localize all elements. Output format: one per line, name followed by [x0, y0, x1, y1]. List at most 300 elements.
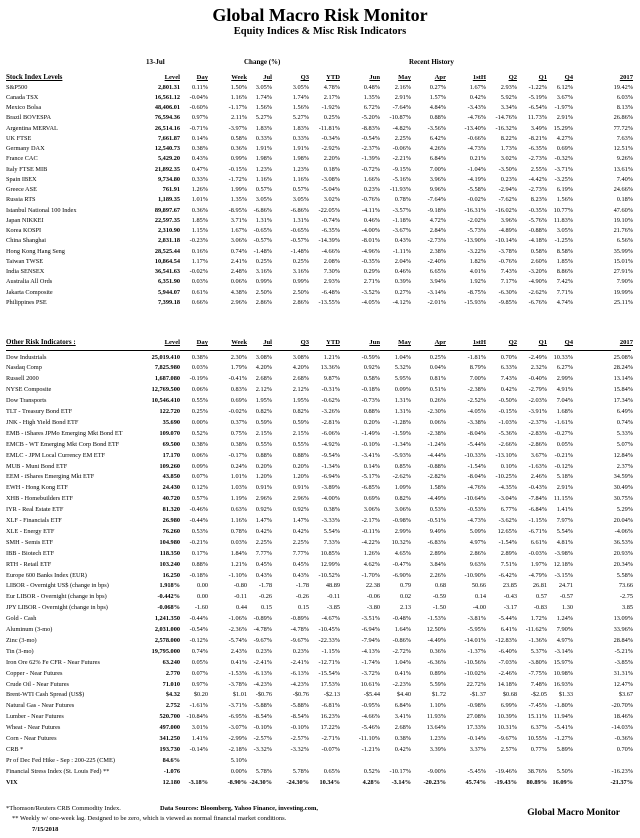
- other-cell: -4.76%: [467, 484, 486, 492]
- other-cell: 0.55%: [292, 440, 309, 448]
- other-cell: 1.21%: [323, 353, 340, 361]
- stock-cell: -13.55%: [318, 298, 340, 306]
- stock-cell: -1.39%: [361, 155, 380, 163]
- other-cell: 3.08%: [255, 353, 272, 361]
- other-row: [0, 463, 640, 474]
- other-cell: -0.36%: [614, 735, 633, 742]
- other-cell: -4.49%: [427, 495, 446, 503]
- other-cell: 12,769.500: [151, 386, 180, 394]
- other-cell: 18.46%: [613, 713, 633, 721]
- stock-cell: -2.01%: [427, 298, 446, 306]
- other-cell: 10.31%: [497, 724, 517, 732]
- stock-cell: -22.05%: [318, 206, 340, 214]
- other-cell: -0.11%: [361, 527, 380, 535]
- stock-col-header: May: [398, 74, 411, 81]
- other-cell: 1.47%: [255, 517, 272, 524]
- other-row-name: CRB *: [6, 745, 24, 753]
- other-row: [0, 615, 640, 626]
- other-row: [0, 572, 640, 583]
- other-cell: -19.46%: [495, 767, 517, 775]
- stock-cell: 1.73%: [500, 145, 517, 152]
- other-cell: -3.72%: [361, 669, 380, 677]
- other-cell: -1.53%: [427, 615, 446, 623]
- stock-cell: 77.72%: [613, 124, 633, 132]
- other-cell: 1.04%: [394, 353, 411, 361]
- other-cell: -0.89%: [253, 615, 272, 623]
- other-cell: -0.46%: [189, 506, 208, 514]
- stock-cell: -3.43%: [467, 104, 486, 111]
- other-col-header: Week: [231, 339, 247, 346]
- stock-cell: 35.99%: [613, 247, 633, 255]
- other-cell: -3.78%: [228, 680, 247, 688]
- stock-cell: 0.58%: [230, 134, 247, 142]
- other-cell: 5.59%: [429, 680, 446, 688]
- stock-cell: 24.66%: [613, 186, 633, 193]
- stock-cell: 1.35%: [363, 93, 380, 101]
- stock-cell: 2.55%: [530, 165, 547, 173]
- other-cell: 0.42%: [292, 527, 309, 535]
- other-row: [0, 539, 640, 550]
- other-cell: 12.180: [162, 778, 180, 786]
- other-cell: 17.170: [162, 451, 180, 459]
- stock-cell: 3.71%: [230, 216, 247, 224]
- stock-cell: 2.48%: [230, 268, 247, 275]
- other-cell: -1.81%: [467, 353, 486, 361]
- stock-row-name: Jakarta Composite: [6, 288, 53, 296]
- stock-cell: 48,406.01: [154, 104, 180, 111]
- other-cell: -4.78%: [253, 626, 272, 633]
- other-cell: 1.20%: [255, 473, 272, 481]
- other-cell: -9.00%: [427, 767, 446, 775]
- other-cell: -1.10%: [228, 571, 247, 579]
- other-cell: 43.850: [162, 473, 180, 481]
- stock-cell: 2.71%: [363, 278, 380, 286]
- other-cell: 0.89%: [429, 669, 446, 677]
- other-cell: 0.74%: [616, 418, 633, 426]
- other-row-name: XLF - Financials ETF: [6, 517, 62, 524]
- stock-cell: 1.85%: [556, 257, 573, 265]
- other-col-header: Q1: [538, 339, 547, 346]
- other-cell: -9.67%: [290, 636, 309, 644]
- stock-col-header: Q3: [300, 74, 309, 81]
- other-cell: -0.31%: [321, 386, 340, 394]
- other-cell: -0.59%: [361, 353, 380, 361]
- other-row-name: EEM - iShares Emerging Mkt ETF: [6, 473, 95, 481]
- other-cell: -4.05%: [467, 408, 486, 415]
- stock-cell: -3.56%: [427, 124, 446, 132]
- stock-cell: -0.15%: [228, 165, 247, 173]
- other-cell: 8.79%: [469, 364, 486, 372]
- other-cell: 3.85: [621, 604, 633, 612]
- other-cell: 1.79%: [230, 364, 247, 372]
- other-cell: 2.15%: [255, 429, 272, 437]
- other-cell: -6.83%: [427, 538, 446, 546]
- stock-cell: 0.33%: [191, 175, 208, 183]
- stock-cell: -0.02%: [189, 268, 208, 275]
- stock-cell: 8.22%: [500, 134, 517, 142]
- stock-cell: -2.40%: [427, 257, 446, 265]
- stock-row-name: Philippines PSE: [6, 298, 47, 306]
- stock-cell: 0.46%: [363, 216, 380, 224]
- other-cell: 3.39%: [429, 745, 446, 753]
- page-subtitle: Equity Indices & Misc Risk Indicators: [233, 26, 407, 37]
- stock-cell: 0.57%: [292, 186, 309, 193]
- stock-col-header: Q1: [538, 74, 547, 81]
- other-row: [0, 528, 640, 539]
- stock-cell: 0.58%: [530, 247, 547, 255]
- other-cell: -3.38%: [467, 418, 486, 426]
- stock-cell: -0.02%: [467, 196, 486, 204]
- other-cell: 48.89: [325, 582, 340, 590]
- other-cell: -0.10%: [290, 724, 309, 732]
- stock-cell: -0.54%: [361, 134, 380, 142]
- stock-cell: 1.31%: [255, 216, 272, 224]
- other-cell: -16.23%: [611, 767, 633, 775]
- other-row-name: Dow Transports: [6, 397, 47, 405]
- stock-cell: -1.11%: [392, 247, 411, 255]
- other-cell: 1,687.080: [154, 375, 180, 383]
- other-cell: -0.73%: [361, 397, 380, 405]
- stock-cell: 0.23%: [500, 175, 517, 183]
- other-cell: 71.010: [162, 680, 180, 688]
- stock-cell: 1.98%: [292, 155, 309, 163]
- stock-cell: -0.35%: [361, 257, 380, 265]
- other-cell: -20.23%: [423, 778, 446, 786]
- other-cell: 0.70%: [500, 353, 517, 361]
- other-section-title: Other Risk Indicators :: [6, 338, 76, 346]
- other-cell: 1.04%: [394, 658, 411, 666]
- stock-cell: 10,864.54: [154, 257, 180, 265]
- stock-cell: 1.01%: [191, 196, 208, 204]
- other-cell: 0.10%: [500, 462, 517, 470]
- stock-cell: -8.21%: [528, 134, 547, 142]
- other-col-header: Q4: [564, 339, 573, 346]
- footnote-stress-index: ** Weekly w/ one-week lag. Designed to be zero, which is viewed as normal financial market conditions.: [12, 815, 287, 822]
- stock-cell: -0.57%: [290, 237, 309, 245]
- other-cell: -1.24%: [427, 440, 446, 448]
- other-cell: 0.82%: [292, 408, 309, 415]
- other-cell: 1.64%: [394, 626, 411, 633]
- other-cell: -0.43: [503, 593, 517, 601]
- other-cell: 0.37%: [230, 418, 247, 426]
- other-cell: -2.49%: [528, 353, 547, 361]
- stock-cell: -0.60%: [189, 104, 208, 111]
- other-cell: -0.98%: [392, 517, 411, 524]
- stock-cell: 8.23%: [530, 196, 547, 204]
- stock-cell: 6.72%: [363, 104, 380, 111]
- other-cell: 0.25%: [191, 408, 208, 415]
- stock-cell: -9.85%: [498, 298, 517, 306]
- stock-cell: 0.57%: [255, 186, 272, 193]
- other-cell: 6.49%: [616, 408, 633, 415]
- other-row-name: LIBOR - Overnight US$ (change in bps): [6, 582, 109, 590]
- other-cell: 5.10%: [230, 756, 247, 764]
- stock-cell: 4.01%: [469, 268, 486, 275]
- stock-row-name: Japan NIKKEI: [6, 216, 44, 224]
- other-cell: -0.12%: [554, 462, 573, 470]
- other-cell: 30.49%: [613, 484, 633, 492]
- stock-cell: 47.60%: [613, 206, 633, 214]
- other-cell: 0.20%: [292, 462, 309, 470]
- other-col-header: YTD: [326, 339, 340, 346]
- other-cell: -2.81%: [321, 418, 340, 426]
- other-cell: 7.77%: [255, 549, 272, 557]
- other-row-name: IBB - Biotech ETF: [6, 549, 55, 557]
- other-cell: -3.80: [366, 604, 380, 612]
- other-cell: $1.72: [431, 691, 446, 699]
- other-cell: -4.23%: [253, 680, 272, 688]
- stock-cell: -16.31%: [464, 206, 486, 214]
- other-cell: -9.67%: [253, 636, 272, 644]
- other-cell: -3.51%: [361, 615, 380, 623]
- stock-cell: 2.04%: [394, 257, 411, 265]
- stock-cell: 0.25%: [255, 257, 272, 265]
- stock-cell: 7.30%: [323, 268, 340, 275]
- stock-cell: 2.93%: [323, 278, 340, 286]
- stock-cell: 2.17%: [323, 93, 340, 101]
- other-row-name: Eur LIBOR - Overnight (change in bps): [6, 593, 107, 601]
- stock-cell: -4.42%: [528, 175, 547, 183]
- other-row: [0, 386, 640, 397]
- report-date: 13-Jul: [146, 58, 165, 66]
- other-row-name: VIX: [6, 778, 18, 786]
- other-cell: -0.18%: [361, 386, 380, 394]
- stock-cell: 2.93%: [500, 83, 517, 91]
- other-cell: -1.63%: [528, 462, 547, 470]
- other-cell: -2.46%: [498, 669, 517, 677]
- other-row: [0, 691, 640, 702]
- other-cell: 0.57%: [191, 495, 208, 503]
- stock-cell: -4.66%: [321, 247, 340, 255]
- other-cell: -6.71%: [528, 527, 547, 535]
- other-cell: -0.21%: [554, 451, 573, 459]
- other-cell: 0.88%: [292, 451, 309, 459]
- stock-cell: 6,351.90: [157, 278, 180, 286]
- other-row: [0, 452, 640, 463]
- other-cell: -2.86%: [528, 440, 547, 448]
- other-row-name: Russell 2000: [6, 375, 39, 383]
- footer-date: 7/15/2018: [32, 826, 59, 833]
- other-row: [0, 408, 640, 419]
- stock-cell: -11.93%: [389, 186, 411, 193]
- stock-cell: 0.06%: [230, 278, 247, 286]
- other-cell: -1.076: [163, 767, 180, 775]
- other-cell: 2.68%: [292, 375, 309, 383]
- other-cell: -0.11: [327, 593, 340, 601]
- other-cell: 1,241.350: [154, 615, 180, 623]
- other-cell: 22.38: [365, 582, 380, 590]
- other-cell: $1.33: [558, 691, 573, 699]
- other-row-name: Crude Oil - Near Futures: [6, 680, 69, 688]
- other-cell: 0.59%: [292, 418, 309, 426]
- stock-row-name: Brazil BOVESPA: [6, 114, 52, 122]
- stock-cell: -10.87%: [389, 114, 411, 122]
- other-cell: 0.38%: [230, 440, 247, 448]
- other-row-name: Nasdaq Comp: [6, 364, 42, 372]
- other-cell: 0.69%: [230, 397, 247, 405]
- other-cell: $0.68: [502, 691, 517, 699]
- stock-cell: -6.35%: [528, 145, 547, 152]
- other-cell: -10.45%: [318, 626, 340, 633]
- other-row: [0, 713, 640, 724]
- other-cell: 0.17%: [191, 549, 208, 557]
- other-cell: $4.40: [396, 691, 411, 699]
- other-cell: -$0.76: [255, 691, 272, 699]
- other-cell: 12.99%: [320, 560, 340, 568]
- stock-cell: 6.84%: [429, 155, 446, 163]
- stock-cell: 0.99%: [230, 155, 247, 163]
- stock-cell: -3.14%: [427, 288, 446, 296]
- stock-section-title: Stock Index Levels: [6, 73, 63, 81]
- stock-cell: 2.38%: [429, 247, 446, 255]
- stock-cell: 0.38%: [191, 145, 208, 152]
- stock-cell: 0.99%: [292, 278, 309, 286]
- stock-cell: 2.08%: [323, 257, 340, 265]
- stock-cell: -1.48%: [253, 247, 272, 255]
- stock-cell: 36,541.63: [154, 268, 180, 275]
- stock-cell: 1,189.35: [157, 196, 180, 204]
- other-cell: $1.01: [232, 691, 247, 699]
- other-cell: 7.04%: [556, 397, 573, 405]
- other-cell: 7,825.980: [154, 364, 180, 372]
- other-col-header: Q2: [508, 339, 517, 346]
- other-cell: 1.24%: [556, 615, 573, 623]
- other-cell: -0.80: [233, 582, 247, 590]
- other-cell: -2.38%: [467, 386, 486, 394]
- stock-cell: -0.66%: [467, 134, 486, 142]
- other-cell: 5.32%: [394, 364, 411, 372]
- stock-cell: 0.88%: [429, 114, 446, 122]
- other-row: [0, 593, 640, 604]
- other-cell: 2.96%: [255, 495, 272, 503]
- other-cell: 16.93%: [553, 680, 573, 688]
- stock-row-name: Canada TSX: [6, 93, 39, 101]
- other-cell: -10.33%: [464, 451, 486, 459]
- other-row-name: EMB - iShares JPMo Emerging Mkt Bond ET: [6, 429, 123, 437]
- other-cell: 13.36%: [320, 364, 340, 372]
- stock-cell: 3.05%: [255, 196, 272, 204]
- other-cell: 2.43%: [230, 647, 247, 655]
- stock-row-name: France CAC: [6, 155, 38, 163]
- other-cell: 0.09%: [394, 386, 411, 394]
- other-cell: 31.31%: [613, 669, 633, 677]
- other-cell: 3.67%: [530, 451, 547, 459]
- other-row: [0, 757, 640, 768]
- other-cell: 5.29%: [616, 506, 633, 514]
- other-cell: -6.94%: [361, 626, 380, 633]
- other-cell: 0.20%: [363, 418, 380, 426]
- stock-cell: 13.61%: [613, 165, 633, 173]
- other-cell: 38.76%: [527, 767, 547, 775]
- other-cell: -2.72%: [392, 647, 411, 655]
- other-cell: 4.20%: [292, 364, 309, 372]
- other-row: [0, 495, 640, 506]
- stock-row-name: Russia RTS: [6, 196, 36, 204]
- other-cell: 2.25%: [292, 538, 309, 546]
- other-cell: 1.30: [561, 604, 573, 612]
- stock-row-name: Australia All Ords: [6, 278, 53, 286]
- stock-cell: 1.16%: [292, 175, 309, 183]
- other-row-name: Financial Stress Index (St. Louis Fed) **: [6, 767, 110, 775]
- other-cell: 10.33%: [553, 353, 573, 361]
- stock-cell: 9.26%: [616, 155, 633, 163]
- other-cell: 4.62%: [363, 560, 380, 568]
- stock-cell: 19.10%: [613, 216, 633, 224]
- other-cell: -11.62%: [525, 626, 547, 633]
- stock-cell: 2.20%: [323, 155, 340, 163]
- change-label: Change (%): [244, 58, 281, 66]
- stock-cell: 0.25%: [323, 114, 340, 122]
- other-cell: 0.20%: [255, 462, 272, 470]
- stock-cell: 3.16%: [292, 268, 309, 275]
- other-row-name: EMCB - WT Emerging Mkt Corp Bond ETF: [6, 440, 120, 448]
- other-cell: 2.99%: [556, 375, 573, 383]
- other-cell: -21.37%: [610, 778, 633, 786]
- stock-cell: -4.11%: [361, 206, 380, 214]
- other-cell: 2.57%: [500, 745, 517, 753]
- other-cell: 193.730: [159, 745, 180, 753]
- stock-cell: -5.04%: [321, 186, 340, 193]
- other-cell: 5.58%: [616, 571, 633, 579]
- other-cell: -19.43%: [494, 778, 517, 786]
- other-row-name: Iron Ore 62% Fe CFR - Near Futures: [6, 658, 100, 666]
- other-cell: 0.00%: [230, 767, 247, 775]
- stock-col-header: Jun: [369, 74, 380, 81]
- stock-cell: 1.16%: [255, 175, 272, 183]
- other-row: [0, 626, 640, 637]
- stock-cell: 0.69%: [556, 145, 573, 152]
- other-cell: -3.14%: [391, 778, 411, 786]
- other-cell: 2,031.000: [154, 626, 180, 633]
- other-cell: 0.43%: [255, 571, 272, 579]
- stock-cell: 1.15%: [191, 227, 208, 234]
- other-row-name: Lumber - Near Futures: [6, 713, 64, 721]
- other-cell: -2.41%: [290, 658, 309, 666]
- other-cell: -10.25%: [495, 473, 517, 481]
- stock-cell: -3.71%: [554, 165, 573, 173]
- other-cell: -2.62%: [392, 473, 411, 481]
- other-cell: 0.06%: [191, 386, 208, 394]
- other-cell: -0.44%: [189, 615, 208, 623]
- other-cell: 0.63%: [230, 506, 247, 514]
- stock-cell: -7.62%: [498, 196, 517, 204]
- other-cell: 2.91%: [556, 484, 573, 492]
- stock-col-header: Level: [164, 74, 180, 81]
- other-cell: 497.000: [159, 724, 180, 732]
- other-cell: 2.86%: [469, 549, 486, 557]
- stock-cell: -0.74%: [321, 216, 340, 224]
- other-cell: 0.92%: [255, 506, 272, 514]
- stock-cell: -3.78%: [498, 247, 517, 255]
- stock-cell: -4.19%: [467, 175, 486, 183]
- other-cell: 0.77%: [530, 745, 547, 753]
- stock-cell: -10.14%: [495, 237, 517, 245]
- other-cell: 5.33%: [616, 429, 633, 437]
- other-cell: 1.68%: [556, 408, 573, 415]
- other-cell: -12.71%: [318, 658, 340, 666]
- other-cell: 0.00: [196, 582, 208, 590]
- other-cell: -0.27%: [554, 429, 573, 437]
- other-cell: -3.07%: [228, 724, 247, 732]
- stock-row-name: Greece ASE: [6, 186, 37, 193]
- other-cell: -0.51%: [427, 517, 446, 524]
- other-cell: -4.66%: [361, 713, 380, 721]
- other-cell: -2.57%: [253, 735, 272, 742]
- stock-cell: 3.05%: [556, 227, 573, 234]
- other-row: [0, 484, 640, 495]
- other-cell: 3.06%: [394, 506, 411, 514]
- other-cell: -0.54%: [189, 626, 208, 633]
